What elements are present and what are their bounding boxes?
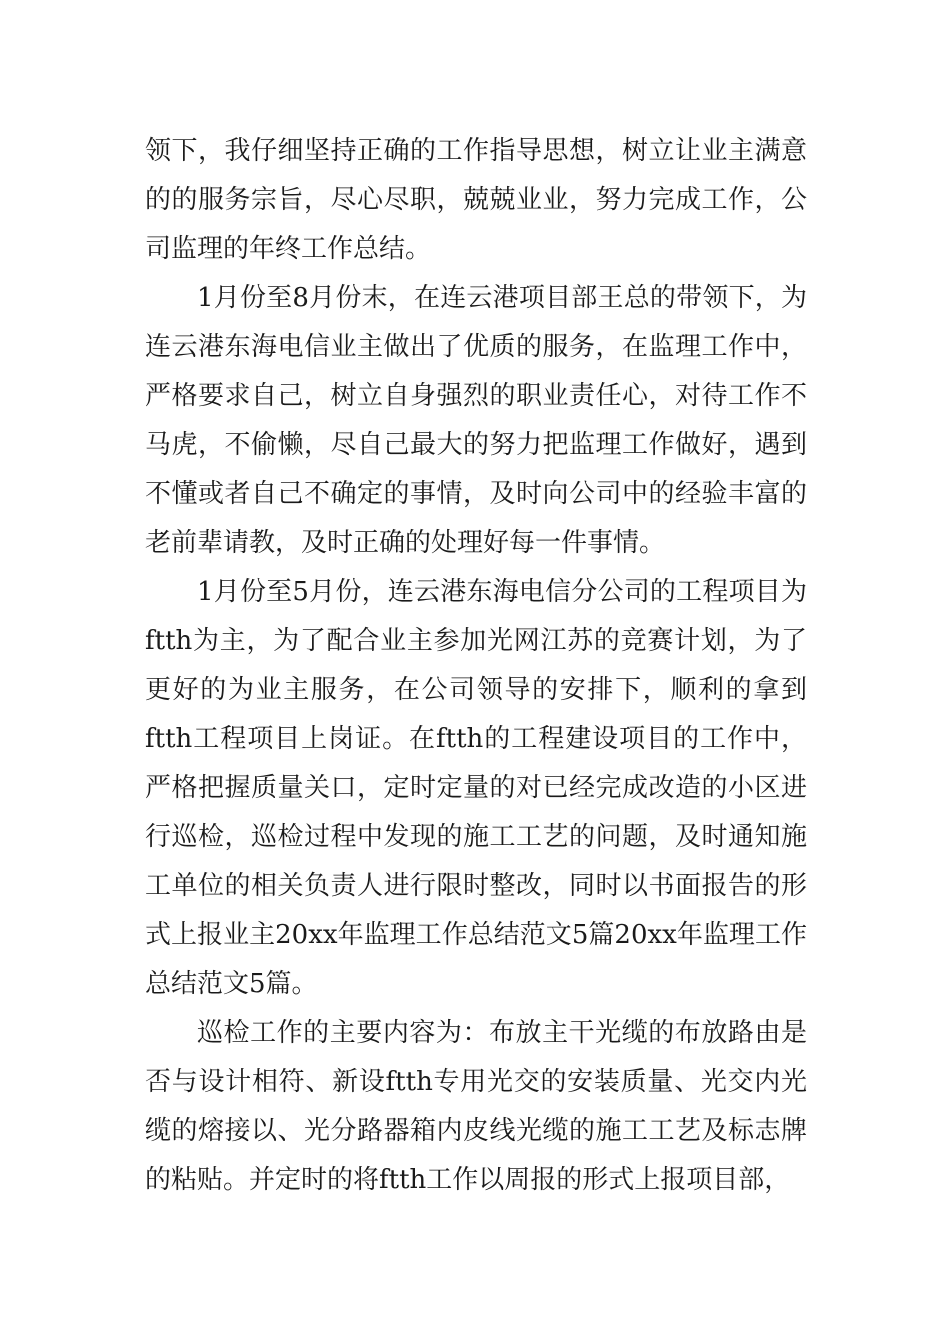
paragraph-4: 巡检工作的主要内容为：布放主干光缆的布放路由是否与设计相符、新设ftth专用光交的安装质量、光交内光缆的熔接以、光分路器箱内皮线光缆的施工工艺及标志牌的粘贴。并定时的将ftth工作以周报的形式上报项目部，	[145, 1018, 807, 1195]
paragraph-3: 1月份至5月份，连云港东海电信分公司的工程项目为ftth为主，为了配合业主参加光网江苏的竞赛计划，为了更好的为业主服务，在公司领导的安排下，顺利的拿到ftth工程项目上岗证。在ftth的工程建设项目的工作中，严格把握质量关口，定时定量的对已经完成改造的小区进行巡检，巡检过程中发现的施工工艺的问题，及时通知施工单位的相关负责人进行限时整改，同时以书面报告的形式上报业主20xx年监理工作总结范文5篇20xx年监理工作总结范文5篇。	[145, 577, 807, 999]
document-body	[145, 127, 807, 1205]
paragraph-2: 1月份至8月份末，在连云港项目部王总的带领下，为连云港东海电信业主做出了优质的服务，在监理工作中，严格要求自己，树立自身强烈的职业责任心，对待工作不马虎，不偷懒，尽自己最大的努力把监理工作做好，遇到不懂或者自己不确定的事情，及时向公司中的经验丰富的老前辈请教，及时正确的处理好每一件事情。	[145, 283, 807, 558]
paragraph-1: 领下，我仔细坚持正确的工作指导思想，树立让业主满意的的服务宗旨，尽心尽职，兢兢业业，努力完成工作，公司监理的年终工作总结。	[145, 136, 807, 264]
